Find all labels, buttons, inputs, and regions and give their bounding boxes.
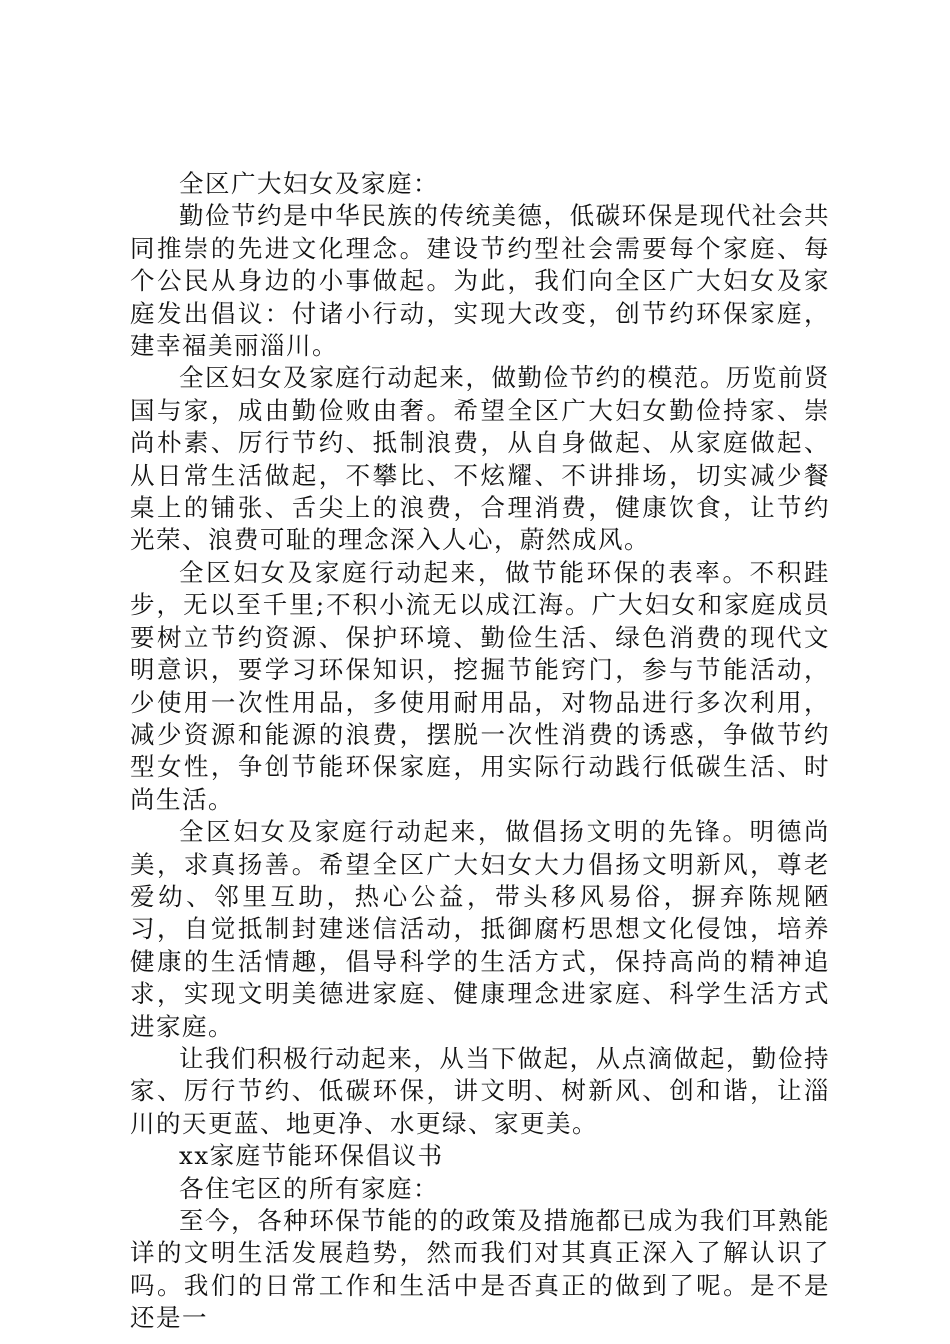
paragraph-intro: 勤俭节约是中华民族的传统美德，低碳环保是现代社会共同推崇的先进文化理念。建设节约型社会需要每个家庭、每个公民从身边的小事做起。为此，我们向全区广大妇女及家庭发出倡议：付诸小行动，实现大改变，创节约环保家庭，建幸福美丽淄川。 — [130, 201, 830, 361]
paragraph-energy-saving: 全区妇女及家庭行动起来，做节能环保的表率。不积跬步，无以至千里;不积小流无以成江海。广大妇女和家庭成员要树立节约资源、保护环境、勤俭生活、绿色消费的现代文明意识，要学习环保知识，挖掘节能窍门，参与节能活动，少使用一次性用品，多使用耐用品，对物品进行多次利用，减少资源和能源的浪费，摆脱一次性消费的诱惑，争做节约型女性，争创节能环保家庭，用实际行动践行低碳生活、时尚生活。 — [130, 557, 830, 814]
paragraph-frugality: 全区妇女及家庭行动起来，做勤俭节约的模范。历览前贤国与家，成由勤俭败由奢。希望全区广大妇女勤俭持家、崇尚朴素、厉行节约、抵制浪费，从自身做起、从家庭做起、从日常生活做起，不攀比、不炫耀、不讲排场，切实减少餐桌上的铺张、舌尖上的浪费，合理消费，健康饮食，让节约光荣、浪费可耻的理念深入人心，蔚然成风。 — [130, 363, 830, 555]
paragraph-call-to-action: 让我们积极行动起来，从当下做起，从点滴做起，勤俭持家、厉行节约、低碳环保，讲文明、树新风、创和谐，让淄川的天更蓝、地更净、水更绿、家更美。 — [130, 1043, 830, 1138]
paragraph-civilization: 全区妇女及家庭行动起来，做倡扬文明的先锋。明德尚美，求真扬善。希望全区广大妇女大力倡扬文明新风，尊老爱幼、邻里互助，热心公益，带头移风易俗，摒弃陈规陋习，自觉抵制封建迷信活动，抵御腐朽思想文化侵蚀，培养健康的生活情趣，倡导科学的生活方式，保持高尚的精神追求，实现文明美德进家庭、健康理念进家庭、科学生活方式进家庭。 — [130, 817, 830, 1041]
salutation: 全区广大妇女及家庭： — [179, 169, 439, 198]
salutation-2: 各住宅区的所有家庭： — [179, 1173, 439, 1203]
paragraph-environment: 至今，各种环保节能的的政策及措施都已成为我们耳熟能详的文明生活发展趋势，然而我们对其真正深入了解认识了吗。我们的日常工作和生活中是否真正的做到了呢。是不是还是一 — [130, 1206, 830, 1333]
document-body — [130, 168, 830, 1335]
section-title: xx家庭节能环保倡议书 — [179, 1141, 444, 1171]
